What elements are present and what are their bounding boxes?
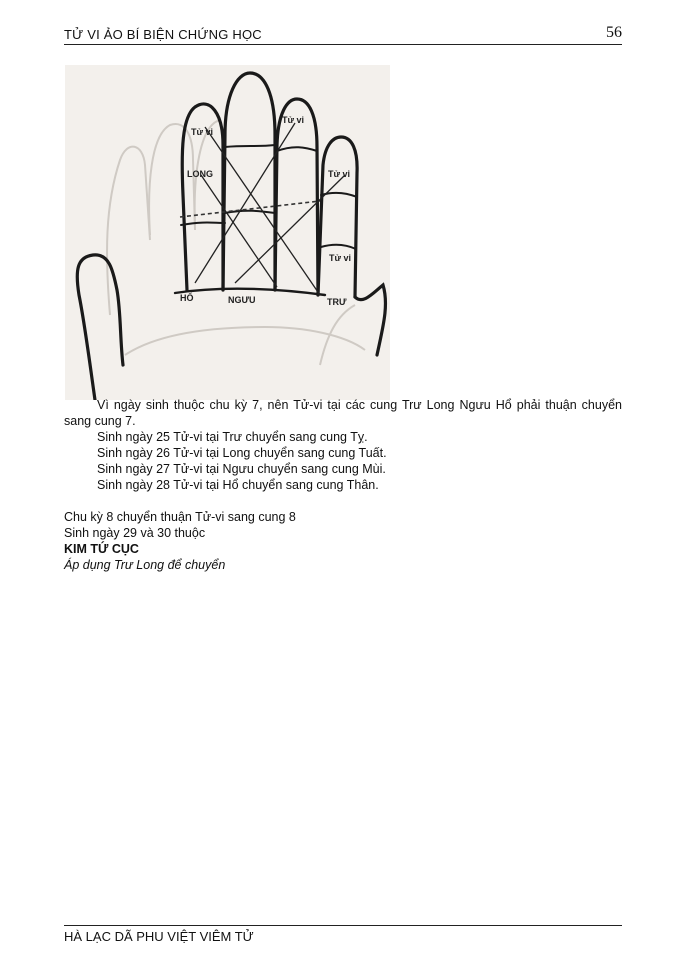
line-day-27: Sinh ngày 27 Tử-vi tại Ngưu chuyển sang cung Mùi. (97, 462, 386, 476)
page-footer (64, 925, 622, 944)
hand-diagram-figure (65, 65, 390, 400)
line-cycle-8: Chu kỳ 8 chuyển thuận Tử-vi sang cung 8 (64, 510, 296, 524)
header-title: TỬ VI ẢO BÍ BIỆN CHỨNG HỌC (64, 27, 262, 42)
label-tu-vi-palm: Tử vi (329, 253, 352, 263)
page-header (64, 22, 622, 45)
faint-hand-outline (107, 120, 365, 365)
label-tu-vi-ring: Tử vi (282, 115, 305, 125)
line-day-25: Sinh ngày 25 Tử-vi tại Trư chuyển sang cung Tỵ. (97, 430, 368, 444)
page-number: 56 (606, 24, 622, 41)
label-tu-vi-index: Tử vi (191, 127, 214, 137)
paragraph-cycle-7: Vì ngày sinh thuộc chu kỳ 7, nên Tử-vi tại các cung Trư Long Ngưu Hổ phải thuận chuyển sang cung 7. (64, 398, 622, 428)
hand-outline (77, 73, 385, 400)
label-tu-vi-little: Tử vi (328, 169, 351, 179)
section-title: KIM TỨ CỤC (64, 542, 139, 556)
label-nguu: NGƯU (228, 295, 256, 305)
hand-diagram (65, 65, 390, 400)
footer-title: HÀ LẠC DÃ PHU VIỆT VIÊM TỬ (64, 929, 254, 944)
body-text (64, 397, 622, 573)
dashed-line (180, 201, 320, 217)
spacer (64, 493, 622, 509)
label-tru: TRƯ (327, 297, 347, 307)
line-day-26: Sinh ngày 26 Tử-vi tại Long chuyển sang cung Tuất. (97, 446, 387, 460)
label-long: LONG (187, 169, 213, 179)
line-day-29-30: Sinh ngày 29 và 30 thuộc (64, 526, 206, 540)
line-day-28: Sinh ngày 28 Tử-vi tại Hổ chuyển sang cung Thân. (97, 478, 379, 492)
section-note: Áp dụng Trư Long để chuyển (64, 558, 226, 572)
label-ho: HỔ (180, 293, 194, 303)
